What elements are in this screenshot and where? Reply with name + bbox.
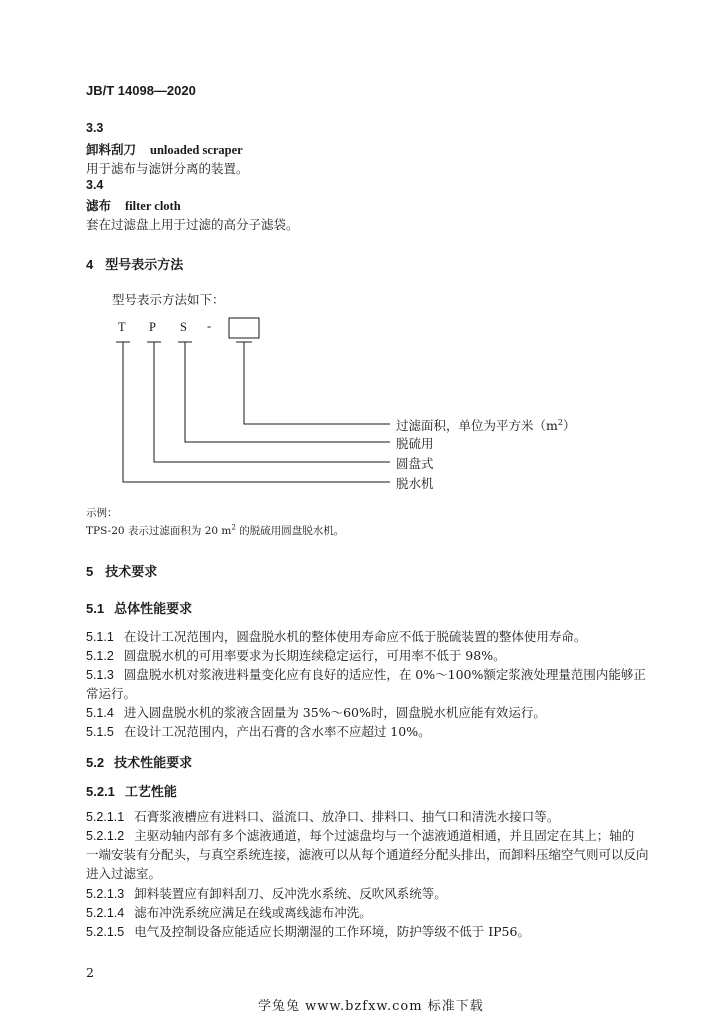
clause-number: 5.1.5	[86, 725, 114, 739]
clause-continuation: 进入过滤室。	[86, 866, 162, 881]
leader-line-s	[185, 342, 390, 442]
section-number: 5	[86, 564, 94, 579]
leader-line-area	[244, 342, 390, 424]
section-title: 技术要求	[105, 564, 158, 579]
page-number: 2	[86, 965, 94, 980]
clause-number: 5.1.3	[86, 668, 114, 682]
clause-5-2-1-4	[86, 903, 372, 921]
example-superscript: 2	[231, 523, 236, 532]
clause-5-2-1-3	[86, 884, 447, 902]
model-intro: 型号表示方法如下：	[112, 292, 225, 307]
clause-5-1-2	[86, 646, 506, 664]
clause-number: 5.1.4	[86, 706, 114, 720]
subsection-title: 技术性能要求	[114, 755, 193, 770]
label-text: 过滤面积，单位为平方米（m	[396, 418, 558, 433]
clause-text: 进入圆盘脱水机的浆液含固量为 35%～60%时，圆盘脱水机应能有效运行。	[123, 705, 546, 720]
area-placeholder-box	[229, 318, 259, 338]
term-number: 3.4	[86, 178, 104, 192]
label-dewatering: 脱水机	[396, 476, 434, 491]
clause-text: 滤布冲洗系统应满足在线或离线滤布冲洗。	[134, 905, 372, 920]
clause-5-1-4	[86, 703, 546, 721]
term-definition: 用于滤布与滤饼分离的装置。	[86, 161, 249, 176]
term-zh: 卸料刮刀	[86, 142, 137, 157]
term-definition: 套在过滤盘上用于过滤的高分子滤袋。	[86, 217, 299, 232]
label-desulfurization: 脱硫用	[396, 436, 434, 451]
clause-number: 5.1.1	[86, 630, 114, 644]
label-superscript: 2	[557, 417, 563, 427]
document-code-header: JB/T 14098—2020	[86, 83, 196, 98]
footer-watermark: 学兔兔 www.bzfxw.com 标准下载	[258, 999, 484, 1014]
example-tail: 的脱硫用圆盘脱水机。	[235, 525, 345, 537]
clause-text: 圆盘脱水机对浆液进料量变化应有良好的适应性，在 0%～100%额定浆液处理量范围内能够正	[123, 667, 646, 682]
clause-text: 石膏浆液槽应有进料口、溢流口、放净口、排料口、抽气口和清洗水接口等。	[134, 809, 560, 824]
code-dash: -	[207, 319, 212, 333]
subsection-title: 工艺性能	[124, 784, 177, 799]
term-en: filter cloth	[125, 199, 181, 213]
example-body: TPS-20 表示过滤面积为 20 m	[86, 525, 232, 537]
clause-5-2-1-5	[86, 922, 530, 940]
clause-continuation: 一端安装有分配头，与真空系统连接，滤液可以从每个通道经分配头排出，而卸料压缩空气则可以反向	[86, 847, 649, 862]
clause-text: 在设计工况范围内，圆盘脱水机的整体使用寿命应不低于脱硫装置的整体使用寿命。	[123, 629, 587, 644]
clause-5-1-5	[86, 722, 431, 740]
leader-line-p	[154, 342, 390, 462]
clause-text: 电气及控制设备应能适应长期潮湿的工作环境，防护等级不低于 IP56。	[134, 924, 530, 939]
subsection-number: 5.2.1	[86, 784, 115, 799]
clause-number: 5.2.1.1	[86, 810, 125, 824]
label-tail: ）	[562, 418, 576, 433]
clause-number: 5.2.1.5	[86, 925, 125, 939]
section-title: 型号表示方法	[105, 257, 184, 272]
subsection-title: 总体性能要求	[114, 601, 193, 616]
clause-number: 5.1.2	[86, 649, 114, 663]
subsection-heading	[86, 781, 177, 800]
label-disc-type: 圆盘式	[396, 456, 434, 471]
code-letter-s: S	[180, 320, 187, 334]
code-letter-p: P	[149, 320, 156, 334]
clause-text: 在设计工况范围内，产出石膏的含水率不应超过 10%。	[123, 724, 431, 739]
clause-text: 圆盘脱水机的可用率要求为长期连续稳定运行，可用率不低于 98%。	[123, 648, 506, 663]
subsection-heading	[86, 598, 192, 617]
section-heading	[86, 561, 157, 580]
clause-text: 主驱动轴内部有多个滤液通道，每个过滤盘均与一个滤液通道相通，并且固定在其上；轴的	[134, 828, 635, 843]
subsection-number: 5.2	[86, 755, 105, 770]
example-label: 示例：	[86, 507, 118, 519]
label-filter-area	[396, 416, 575, 434]
example-text	[86, 523, 344, 538]
clause-number: 5.2.1.4	[86, 906, 125, 920]
subsection-number: 5.1	[86, 601, 105, 616]
term-en: unloaded scraper	[150, 143, 243, 157]
subsection-heading	[86, 752, 192, 771]
clause-5-2-1-2	[86, 826, 634, 844]
term-zh: 滤布	[86, 198, 112, 213]
clause-number: 5.2.1.2	[86, 829, 125, 843]
clause-number: 5.2.1.3	[86, 887, 125, 901]
code-letter-t: T	[118, 320, 126, 334]
clause-5-1-1	[86, 627, 586, 645]
clause-5-1-3	[86, 665, 646, 683]
term-number: 3.3	[86, 121, 104, 135]
clause-5-2-1-1	[86, 807, 559, 825]
section-number: 4	[86, 257, 94, 272]
clause-text: 卸料装置应有卸料刮刀、反冲洗水系统、反吹风系统等。	[134, 886, 447, 901]
leader-line-t	[123, 342, 390, 482]
clause-continuation: 常运行。	[86, 686, 137, 701]
